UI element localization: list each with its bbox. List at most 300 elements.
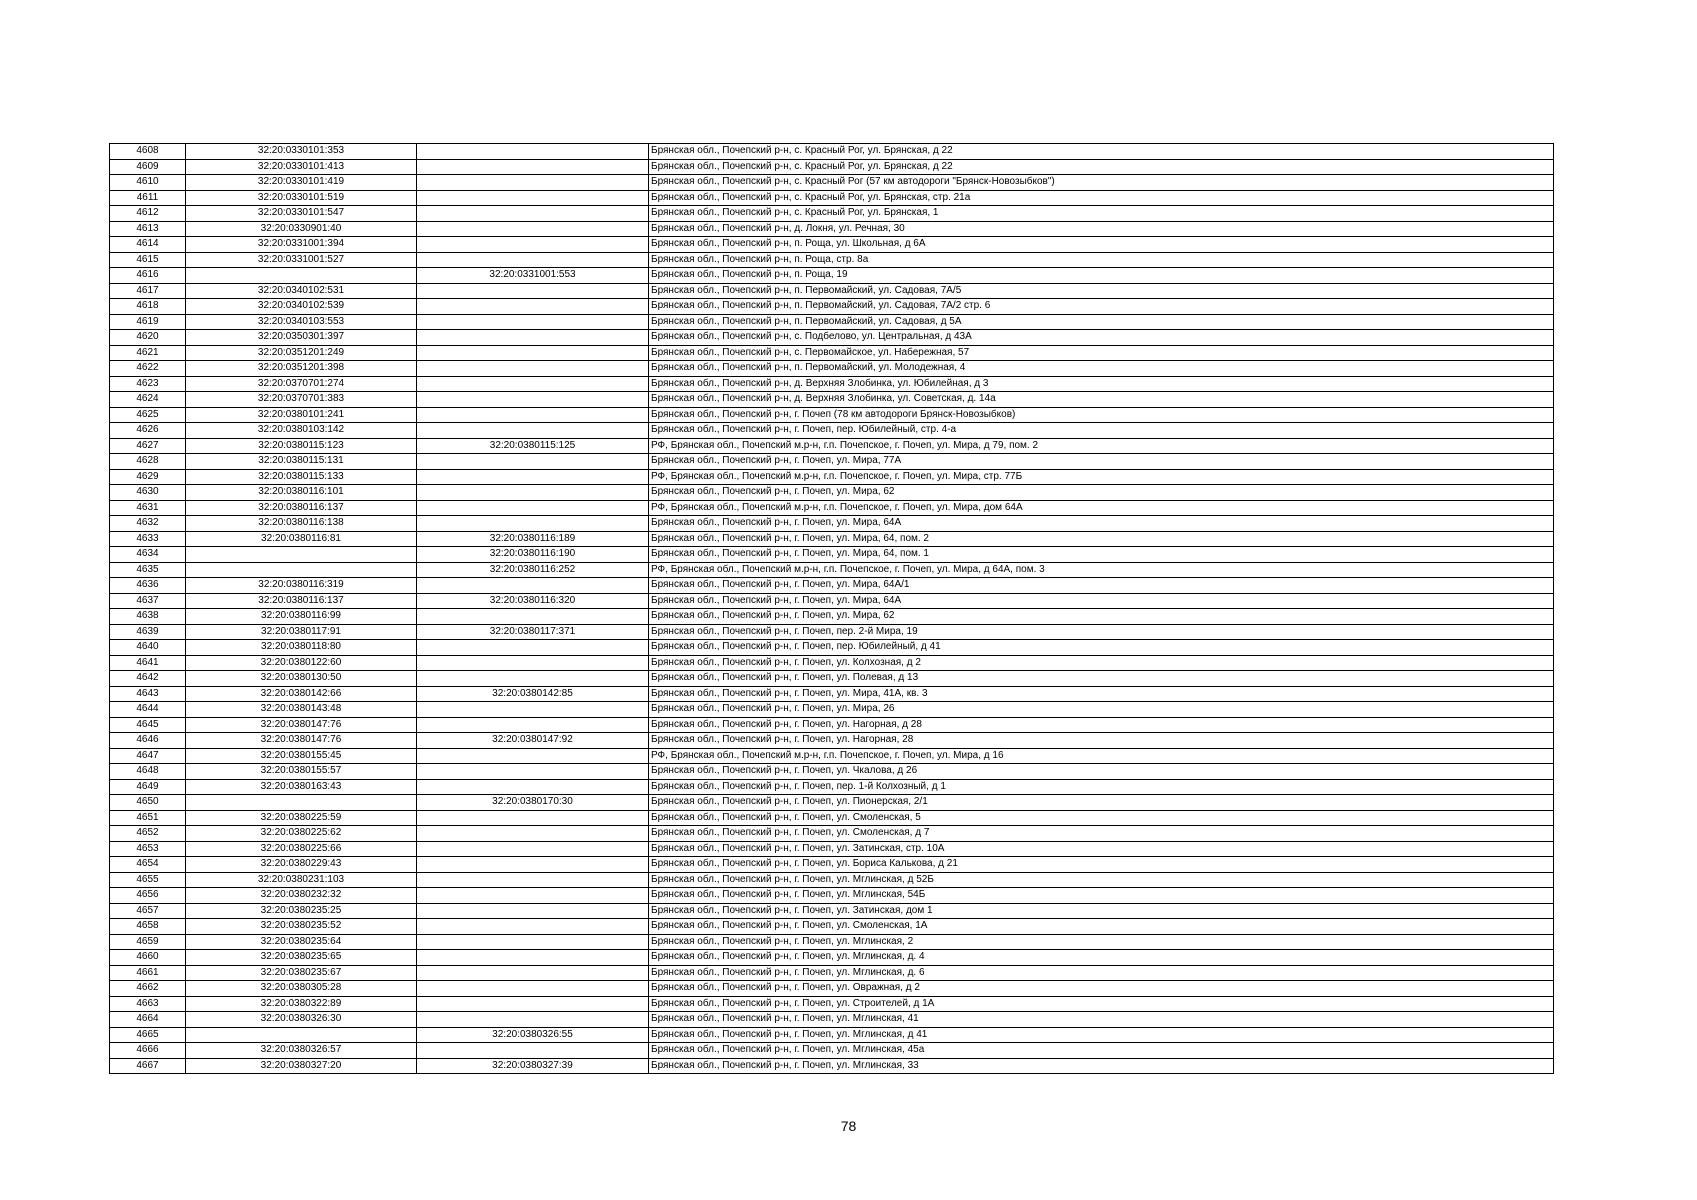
- cadastral-number-cell: 32:20:0351201:249: [186, 345, 417, 361]
- address-cell: Брянская обл., Почепский р-н, с. Красный Рог, ул. Брянская, стр. 21а: [649, 190, 1554, 206]
- cadastral-number-cell: 32:20:0380101:241: [186, 407, 417, 423]
- cadastral-number-cell: 32:20:0380235:67: [186, 965, 417, 981]
- cadastral-number-cell: [186, 562, 417, 578]
- cadastral-number-cell: [186, 547, 417, 563]
- related-cadastral-number-cell: [417, 392, 649, 408]
- address-cell: РФ, Брянская обл., Почепский м.р-н, г.п. Почепское, г. Почеп, ул. Мира, д 16: [649, 748, 1554, 764]
- cadastral-number-cell: 32:20:0331001:527: [186, 252, 417, 268]
- table-row: [110, 237, 1554, 253]
- row-number-cell: 4626: [110, 423, 186, 439]
- row-number-cell: 4611: [110, 190, 186, 206]
- row-number-cell: 4665: [110, 1027, 186, 1043]
- row-number-cell: 4618: [110, 299, 186, 315]
- related-cadastral-number-cell: [417, 841, 649, 857]
- related-cadastral-number-cell: [417, 857, 649, 873]
- cadastral-number-cell: 32:20:0380326:30: [186, 1012, 417, 1028]
- related-cadastral-number-cell: 32:20:0380327:39: [417, 1058, 649, 1074]
- row-number-cell: 4624: [110, 392, 186, 408]
- row-number-cell: 4633: [110, 531, 186, 547]
- cadastral-number-cell: 32:20:0380147:76: [186, 733, 417, 749]
- row-number-cell: 4636: [110, 578, 186, 594]
- cadastral-number-cell: 32:20:0380235:25: [186, 903, 417, 919]
- related-cadastral-number-cell: [417, 640, 649, 656]
- address-cell: РФ, Брянская обл., Почепский м.р-н, г.п. Почепское, г. Почеп, ул. Мира, д 79, пом. 2: [649, 438, 1554, 454]
- row-number-cell: 4622: [110, 361, 186, 377]
- address-cell: РФ, Брянская обл., Почепский м.р-н, г.п. Почепское, г. Почеп, ул. Мира, д 64А, пом. 3: [649, 562, 1554, 578]
- address-cell: Брянская обл., Почепский р-н, г. Почеп, ул. Нагорная, 28: [649, 733, 1554, 749]
- address-cell: Брянская обл., Почепский р-н, г. Почеп, пер. Юбилейный, д 41: [649, 640, 1554, 656]
- row-number-cell: 4629: [110, 469, 186, 485]
- row-number-cell: 4620: [110, 330, 186, 346]
- table-row: [110, 500, 1554, 516]
- related-cadastral-number-cell: [417, 469, 649, 485]
- address-cell: Брянская обл., Почепский р-н, г. Почеп, ул. Чкалова, д 26: [649, 764, 1554, 780]
- address-cell: Брянская обл., Почепский р-н, г. Почеп, ул. Смоленская, 1А: [649, 919, 1554, 935]
- cadastral-number-cell: 32:20:0330101:419: [186, 175, 417, 191]
- cadastral-number-cell: 32:20:0340103:553: [186, 314, 417, 330]
- address-cell: Брянская обл., Почепский р-н, г. Почеп, ул. Мглинская, д. 4: [649, 950, 1554, 966]
- row-number-cell: 4614: [110, 237, 186, 253]
- related-cadastral-number-cell: [417, 655, 649, 671]
- table-row: [110, 330, 1554, 346]
- row-number-cell: 4641: [110, 655, 186, 671]
- address-cell: Брянская обл., Почепский р-н, с. Красный Рог, ул. Брянская, д 22: [649, 144, 1554, 160]
- address-cell: Брянская обл., Почепский р-н, г. Почеп, ул. Мира, 26: [649, 702, 1554, 718]
- address-cell: Брянская обл., Почепский р-н, с. Красный Рог, ул. Брянская, д 22: [649, 159, 1554, 175]
- address-cell: Брянская обл., Почепский р-н, г. Почеп, ул. Мглинская, 33: [649, 1058, 1554, 1074]
- address-cell: Брянская обл., Почепский р-н, г. Почеп, ул. Мира, 64, пом. 2: [649, 531, 1554, 547]
- related-cadastral-number-cell: [417, 175, 649, 191]
- table-row: [110, 314, 1554, 330]
- address-cell: Брянская обл., Почепский р-н, п. Первомайский, ул. Садовая, 7А/5: [649, 283, 1554, 299]
- table-row: [110, 469, 1554, 485]
- address-cell: Брянская обл., Почепский р-н, г. Почеп, ул. Смоленская, д 7: [649, 826, 1554, 842]
- cadastral-number-cell: 32:20:0330101:547: [186, 206, 417, 222]
- table-row: [110, 345, 1554, 361]
- cadastral-number-cell: 32:20:0350301:397: [186, 330, 417, 346]
- cadastral-number-cell: 32:20:0380115:131: [186, 454, 417, 470]
- cadastral-number-cell: 32:20:0330101:413: [186, 159, 417, 175]
- table-row: [110, 1027, 1554, 1043]
- table-row: [110, 841, 1554, 857]
- row-number-cell: 4659: [110, 934, 186, 950]
- table-row: [110, 516, 1554, 532]
- related-cadastral-number-cell: [417, 702, 649, 718]
- row-number-cell: 4628: [110, 454, 186, 470]
- related-cadastral-number-cell: [417, 221, 649, 237]
- row-number-cell: 4657: [110, 903, 186, 919]
- address-cell: Брянская обл., Почепский р-н, г. Почеп, пер. 2-й Мира, 19: [649, 624, 1554, 640]
- table-row: [110, 702, 1554, 718]
- row-number-cell: 4662: [110, 981, 186, 997]
- address-cell: Брянская обл., Почепский р-н, г. Почеп, ул. Пионерская, 2/1: [649, 795, 1554, 811]
- row-number-cell: 4661: [110, 965, 186, 981]
- address-cell: Брянская обл., Почепский р-н, п. Первомайский, ул. Садовая, д 5А: [649, 314, 1554, 330]
- address-cell: Брянская обл., Почепский р-н, г. Почеп (78 км автодороги Брянск-Новозыбков): [649, 407, 1554, 423]
- address-cell: Брянская обл., Почепский р-н, г. Почеп, ул. Мира, 64А: [649, 516, 1554, 532]
- cadastral-number-cell: 32:20:0380155:45: [186, 748, 417, 764]
- related-cadastral-number-cell: 32:20:0380116:189: [417, 531, 649, 547]
- table-row: [110, 283, 1554, 299]
- row-number-cell: 4646: [110, 733, 186, 749]
- related-cadastral-number-cell: [417, 717, 649, 733]
- address-cell: Брянская обл., Почепский р-н, г. Почеп, ул. Овражная, д 2: [649, 981, 1554, 997]
- cadastral-number-cell: 32:20:0380115:133: [186, 469, 417, 485]
- related-cadastral-number-cell: [417, 500, 649, 516]
- table-row: [110, 903, 1554, 919]
- table-row: [110, 686, 1554, 702]
- row-number-cell: 4635: [110, 562, 186, 578]
- address-cell: Брянская обл., Почепский р-н, г. Почеп, пер. Юбилейный, стр. 4-а: [649, 423, 1554, 439]
- table-row: [110, 981, 1554, 997]
- cadastral-number-cell: 32:20:0330101:519: [186, 190, 417, 206]
- related-cadastral-number-cell: [417, 810, 649, 826]
- table-row: [110, 1058, 1554, 1074]
- related-cadastral-number-cell: [417, 330, 649, 346]
- cadastral-number-cell: 32:20:0380122:60: [186, 655, 417, 671]
- cadastral-number-cell: 32:20:0351201:398: [186, 361, 417, 377]
- cadastral-number-cell: 32:20:0380116:319: [186, 578, 417, 594]
- address-cell: Брянская обл., Почепский р-н, г. Почеп, ул. Строителей, д 1А: [649, 996, 1554, 1012]
- cadastral-number-cell: 32:20:0380116:137: [186, 500, 417, 516]
- related-cadastral-number-cell: 32:20:0380116:252: [417, 562, 649, 578]
- address-cell: Брянская обл., Почепский р-н, с. Первомайское, ул. Набережная, 57: [649, 345, 1554, 361]
- table-row: [110, 717, 1554, 733]
- address-cell: Брянская обл., Почепский р-н, п. Первомайский, ул. Молодежная, 4: [649, 361, 1554, 377]
- row-number-cell: 4664: [110, 1012, 186, 1028]
- row-number-cell: 4639: [110, 624, 186, 640]
- table-row: [110, 159, 1554, 175]
- address-cell: Брянская обл., Почепский р-н, г. Почеп, ул. Полевая, д 13: [649, 671, 1554, 687]
- table-row: [110, 795, 1554, 811]
- cadastral-number-cell: [186, 795, 417, 811]
- related-cadastral-number-cell: [417, 454, 649, 470]
- row-number-cell: 4634: [110, 547, 186, 563]
- table-row: [110, 485, 1554, 501]
- row-number-cell: 4650: [110, 795, 186, 811]
- cadastral-number-cell: 32:20:0380155:57: [186, 764, 417, 780]
- related-cadastral-number-cell: [417, 934, 649, 950]
- related-cadastral-number-cell: 32:20:0380117:371: [417, 624, 649, 640]
- address-cell: Брянская обл., Почепский р-н, г. Почеп, ул. Бориса Калькова, д 21: [649, 857, 1554, 873]
- cadastral-number-cell: 32:20:0380117:91: [186, 624, 417, 640]
- row-number-cell: 4638: [110, 609, 186, 625]
- address-cell: Брянская обл., Почепский р-н, с. Подбелово, ул. Центральная, д 43А: [649, 330, 1554, 346]
- related-cadastral-number-cell: [417, 903, 649, 919]
- related-cadastral-number-cell: 32:20:0380326:55: [417, 1027, 649, 1043]
- related-cadastral-number-cell: [417, 779, 649, 795]
- cadastral-number-cell: 32:20:0380232:32: [186, 888, 417, 904]
- related-cadastral-number-cell: [417, 981, 649, 997]
- cadastral-number-cell: 32:20:0380116:138: [186, 516, 417, 532]
- cadastral-number-cell: 32:20:0380143:48: [186, 702, 417, 718]
- table-row: [110, 764, 1554, 780]
- address-cell: Брянская обл., Почепский р-н, п. Роща, ул. Школьная, д 6А: [649, 237, 1554, 253]
- table-row: [110, 221, 1554, 237]
- related-cadastral-number-cell: [417, 237, 649, 253]
- related-cadastral-number-cell: [417, 206, 649, 222]
- related-cadastral-number-cell: [417, 996, 649, 1012]
- row-number-cell: 4651: [110, 810, 186, 826]
- row-number-cell: 4627: [110, 438, 186, 454]
- cadastral-number-cell: 32:20:0380116:99: [186, 609, 417, 625]
- row-number-cell: 4640: [110, 640, 186, 656]
- related-cadastral-number-cell: 32:20:0380116:190: [417, 547, 649, 563]
- related-cadastral-number-cell: [417, 190, 649, 206]
- address-cell: Брянская обл., Почепский р-н, г. Почеп, ул. Мира, 77А: [649, 454, 1554, 470]
- row-number-cell: 4644: [110, 702, 186, 718]
- related-cadastral-number-cell: [417, 609, 649, 625]
- registry-table-body: [110, 144, 1554, 1074]
- table-row: [110, 268, 1554, 284]
- table-row: [110, 996, 1554, 1012]
- address-cell: Брянская обл., Почепский р-н, г. Почеп, ул. Мглинская, 2: [649, 934, 1554, 950]
- row-number-cell: 4663: [110, 996, 186, 1012]
- related-cadastral-number-cell: 32:20:0380142:85: [417, 686, 649, 702]
- row-number-cell: 4609: [110, 159, 186, 175]
- address-cell: Брянская обл., Почепский р-н, г. Почеп, ул. Мира, 64А/1: [649, 578, 1554, 594]
- cadastral-number-cell: 32:20:0380231:103: [186, 872, 417, 888]
- row-number-cell: 4610: [110, 175, 186, 191]
- table-row: [110, 1043, 1554, 1059]
- address-cell: РФ, Брянская обл., Почепский м.р-н, г.п. Почепское, г. Почеп, ул. Мира, стр. 77Б: [649, 469, 1554, 485]
- address-cell: РФ, Брянская обл., Почепский м.р-н, г.п. Почепское, г. Почеп, ул. Мира, дом 64А: [649, 500, 1554, 516]
- table-row: [110, 655, 1554, 671]
- address-cell: Брянская обл., Почепский р-н, г. Почеп, ул. Мглинская, 41: [649, 1012, 1554, 1028]
- related-cadastral-number-cell: [417, 283, 649, 299]
- row-number-cell: 4656: [110, 888, 186, 904]
- table-row: [110, 748, 1554, 764]
- table-row: [110, 531, 1554, 547]
- cadastral-number-cell: 32:20:0380163:43: [186, 779, 417, 795]
- related-cadastral-number-cell: [417, 950, 649, 966]
- table-row: [110, 826, 1554, 842]
- row-number-cell: 4645: [110, 717, 186, 733]
- row-number-cell: 4647: [110, 748, 186, 764]
- related-cadastral-number-cell: [417, 888, 649, 904]
- table-row: [110, 438, 1554, 454]
- related-cadastral-number-cell: [417, 361, 649, 377]
- related-cadastral-number-cell: 32:20:0380147:92: [417, 733, 649, 749]
- row-number-cell: 4608: [110, 144, 186, 160]
- row-number-cell: 4612: [110, 206, 186, 222]
- row-number-cell: 4613: [110, 221, 186, 237]
- table-row: [110, 919, 1554, 935]
- row-number-cell: 4625: [110, 407, 186, 423]
- row-number-cell: 4630: [110, 485, 186, 501]
- row-number-cell: 4619: [110, 314, 186, 330]
- table-row: [110, 376, 1554, 392]
- row-number-cell: 4652: [110, 826, 186, 842]
- cadastral-number-cell: [186, 268, 417, 284]
- cadastral-number-cell: 32:20:0380326:57: [186, 1043, 417, 1059]
- cadastral-number-cell: 32:20:0370701:383: [186, 392, 417, 408]
- cadastral-number-cell: 32:20:0340102:539: [186, 299, 417, 315]
- cadastral-number-cell: 32:20:0380130:50: [186, 671, 417, 687]
- related-cadastral-number-cell: [417, 376, 649, 392]
- cadastral-number-cell: 32:20:0380225:62: [186, 826, 417, 842]
- address-cell: Брянская обл., Почепский р-н, г. Почеп, ул. Смоленская, 5: [649, 810, 1554, 826]
- cadastral-number-cell: 32:20:0380235:52: [186, 919, 417, 935]
- table-row: [110, 1012, 1554, 1028]
- address-cell: Брянская обл., Почепский р-н, г. Почеп, ул. Мглинская, 54Б: [649, 888, 1554, 904]
- row-number-cell: 4648: [110, 764, 186, 780]
- address-cell: Брянская обл., Почепский р-н, г. Почеп, ул. Колхозная, д 2: [649, 655, 1554, 671]
- row-number-cell: 4615: [110, 252, 186, 268]
- cadastral-number-cell: 32:20:0380118:80: [186, 640, 417, 656]
- related-cadastral-number-cell: [417, 159, 649, 175]
- address-cell: Брянская обл., Почепский р-н, д. Верхняя Злобинка, ул. Юбилейная, д 3: [649, 376, 1554, 392]
- address-cell: Брянская обл., Почепский р-н, г. Почеп, ул. Мира, 64, пом. 1: [649, 547, 1554, 563]
- address-cell: Брянская обл., Почепский р-н, г. Почеп, ул. Мира, 62: [649, 609, 1554, 625]
- related-cadastral-number-cell: [417, 252, 649, 268]
- table-row: [110, 671, 1554, 687]
- cadastral-number-cell: 32:20:0380142:66: [186, 686, 417, 702]
- table-row: [110, 857, 1554, 873]
- table-row: [110, 423, 1554, 439]
- row-number-cell: 4667: [110, 1058, 186, 1074]
- row-number-cell: 4642: [110, 671, 186, 687]
- cadastral-number-cell: 32:20:0340102:531: [186, 283, 417, 299]
- table-row: [110, 299, 1554, 315]
- table-row: [110, 454, 1554, 470]
- row-number-cell: 4637: [110, 593, 186, 609]
- row-number-cell: 4643: [110, 686, 186, 702]
- row-number-cell: 4616: [110, 268, 186, 284]
- address-cell: Брянская обл., Почепский р-н, п. Роща, 19: [649, 268, 1554, 284]
- table-row: [110, 407, 1554, 423]
- address-cell: Брянская обл., Почепский р-н, г. Почеп, ул. Затинская, дом 1: [649, 903, 1554, 919]
- row-number-cell: 4653: [110, 841, 186, 857]
- cadastral-number-cell: 32:20:0380225:59: [186, 810, 417, 826]
- table-row: [110, 252, 1554, 268]
- address-cell: Брянская обл., Почепский р-н, г. Почеп, ул. Затинская, стр. 10А: [649, 841, 1554, 857]
- related-cadastral-number-cell: [417, 872, 649, 888]
- address-cell: Брянская обл., Почепский р-н, г. Почеп, пер. 1-й Колхозный, д 1: [649, 779, 1554, 795]
- address-cell: Брянская обл., Почепский р-н, г. Почеп, ул. Мглинская, д. 6: [649, 965, 1554, 981]
- table-row: [110, 392, 1554, 408]
- address-cell: Брянская обл., Почепский р-н, г. Почеп, ул. Мглинская, д 52Б: [649, 872, 1554, 888]
- row-number-cell: 4655: [110, 872, 186, 888]
- table-row: [110, 206, 1554, 222]
- cadastral-number-cell: 32:20:0330101:353: [186, 144, 417, 160]
- related-cadastral-number-cell: [417, 314, 649, 330]
- address-cell: Брянская обл., Почепский р-н, г. Почеп, ул. Мглинская, 45а: [649, 1043, 1554, 1059]
- row-number-cell: 4658: [110, 919, 186, 935]
- address-cell: Брянская обл., Почепский р-н, с. Красный Рог (57 км автодороги "Брянск-Новозыбков"): [649, 175, 1554, 191]
- row-number-cell: 4666: [110, 1043, 186, 1059]
- related-cadastral-number-cell: 32:20:0380170:30: [417, 795, 649, 811]
- row-number-cell: 4631: [110, 500, 186, 516]
- cadastral-number-cell: 32:20:0380305:28: [186, 981, 417, 997]
- related-cadastral-number-cell: [417, 345, 649, 361]
- table-row: [110, 609, 1554, 625]
- cadastral-number-cell: 32:20:0380116:101: [186, 485, 417, 501]
- related-cadastral-number-cell: 32:20:0380115:125: [417, 438, 649, 454]
- cadastral-number-cell: 32:20:0370701:274: [186, 376, 417, 392]
- address-cell: Брянская обл., Почепский р-н, п. Роща, стр. 8а: [649, 252, 1554, 268]
- row-number-cell: 4660: [110, 950, 186, 966]
- related-cadastral-number-cell: [417, 485, 649, 501]
- cadastral-number-cell: 32:20:0380235:64: [186, 934, 417, 950]
- cadastral-number-cell: 32:20:0380229:43: [186, 857, 417, 873]
- related-cadastral-number-cell: [417, 423, 649, 439]
- table-row: [110, 144, 1554, 160]
- related-cadastral-number-cell: 32:20:0380116:320: [417, 593, 649, 609]
- table-row: [110, 624, 1554, 640]
- table-row: [110, 640, 1554, 656]
- table-row: [110, 733, 1554, 749]
- address-cell: Брянская обл., Почепский р-н, г. Почеп, ул. Нагорная, д 28: [649, 717, 1554, 733]
- address-cell: Брянская обл., Почепский р-н, г. Почеп, ул. Мира, 62: [649, 485, 1554, 501]
- cadastral-number-cell: 32:20:0380327:20: [186, 1058, 417, 1074]
- row-number-cell: 4623: [110, 376, 186, 392]
- cadastral-number-cell: 32:20:0380116:81: [186, 531, 417, 547]
- related-cadastral-number-cell: [417, 144, 649, 160]
- row-number-cell: 4654: [110, 857, 186, 873]
- related-cadastral-number-cell: [417, 965, 649, 981]
- row-number-cell: 4617: [110, 283, 186, 299]
- related-cadastral-number-cell: [417, 516, 649, 532]
- related-cadastral-number-cell: [417, 748, 649, 764]
- related-cadastral-number-cell: [417, 299, 649, 315]
- cadastral-number-cell: 32:20:0380103:142: [186, 423, 417, 439]
- cadastral-number-cell: 32:20:0380115:123: [186, 438, 417, 454]
- related-cadastral-number-cell: [417, 826, 649, 842]
- cadastral-number-cell: 32:20:0380235:65: [186, 950, 417, 966]
- related-cadastral-number-cell: 32:20:0331001:553: [417, 268, 649, 284]
- related-cadastral-number-cell: [417, 764, 649, 780]
- cadastral-number-cell: 32:20:0380116:137: [186, 593, 417, 609]
- address-cell: Брянская обл., Почепский р-н, г. Почеп, ул. Мира, 64А: [649, 593, 1554, 609]
- table-row: [110, 361, 1554, 377]
- table-row: [110, 888, 1554, 904]
- cadastral-number-cell: 32:20:0380147:76: [186, 717, 417, 733]
- table-row: [110, 934, 1554, 950]
- address-cell: Брянская обл., Почепский р-н, г. Почеп, ул. Мглинская, д 41: [649, 1027, 1554, 1043]
- cadastral-number-cell: [186, 1027, 417, 1043]
- table-row: [110, 965, 1554, 981]
- cadastral-number-cell: 32:20:0330901:40: [186, 221, 417, 237]
- page-number: 78: [840, 1118, 857, 1134]
- table-row: [110, 779, 1554, 795]
- table-row: [110, 562, 1554, 578]
- address-cell: Брянская обл., Почепский р-н, д. Верхняя Злобинка, ул. Советская, д. 14а: [649, 392, 1554, 408]
- address-cell: Брянская обл., Почепский р-н, п. Первомайский, ул. Садовая, 7А/2 стр. 6: [649, 299, 1554, 315]
- table-row: [110, 872, 1554, 888]
- address-cell: Брянская обл., Почепский р-н, с. Красный Рог, ул. Брянская, 1: [649, 206, 1554, 222]
- related-cadastral-number-cell: [417, 1043, 649, 1059]
- table-row: [110, 810, 1554, 826]
- related-cadastral-number-cell: [417, 671, 649, 687]
- table-row: [110, 175, 1554, 191]
- address-cell: Брянская обл., Почепский р-н, д. Локня, ул. Речная, 30: [649, 221, 1554, 237]
- related-cadastral-number-cell: [417, 578, 649, 594]
- table-row: [110, 547, 1554, 563]
- related-cadastral-number-cell: [417, 919, 649, 935]
- table-row: [110, 190, 1554, 206]
- table-row: [110, 593, 1554, 609]
- related-cadastral-number-cell: [417, 407, 649, 423]
- cadastral-number-cell: 32:20:0331001:394: [186, 237, 417, 253]
- address-cell: Брянская обл., Почепский р-н, г. Почеп, ул. Мира, 41А, кв. 3: [649, 686, 1554, 702]
- table-row: [110, 578, 1554, 594]
- row-number-cell: 4632: [110, 516, 186, 532]
- registry-table: [109, 143, 1554, 1074]
- row-number-cell: 4621: [110, 345, 186, 361]
- table-row: [110, 950, 1554, 966]
- cadastral-number-cell: 32:20:0380322:89: [186, 996, 417, 1012]
